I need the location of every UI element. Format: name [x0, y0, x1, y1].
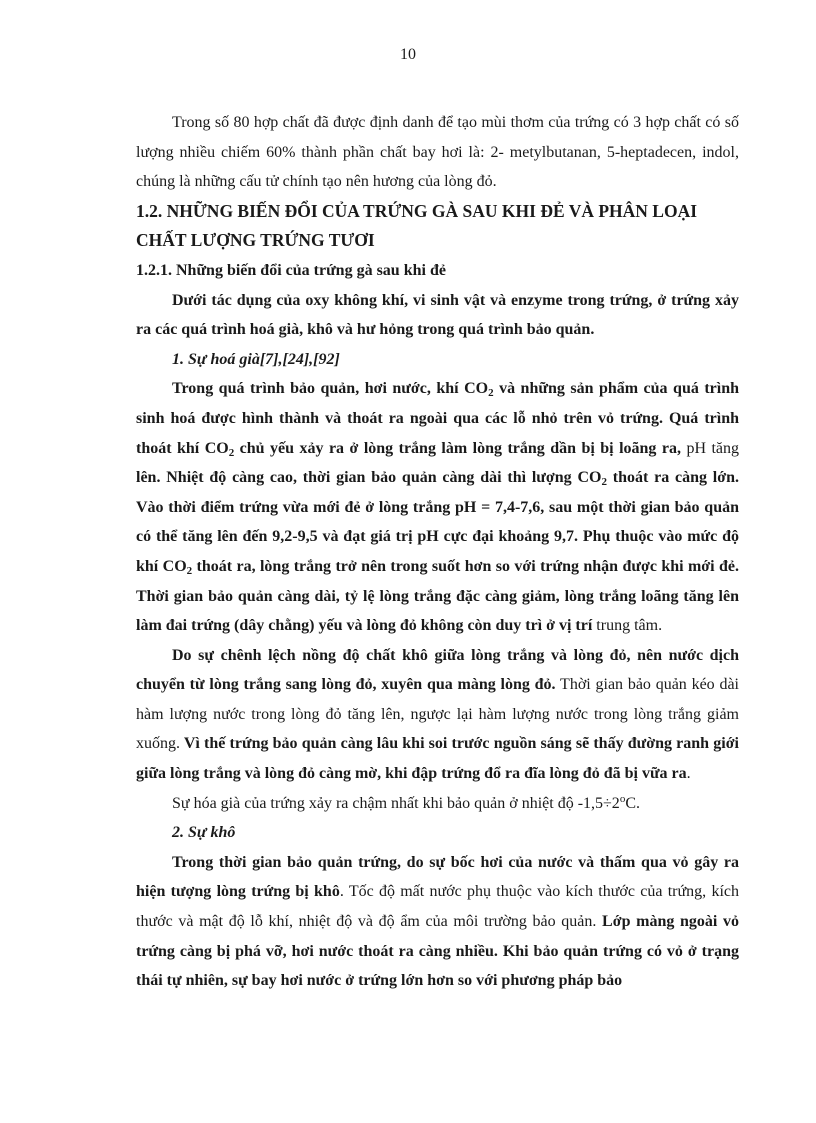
aging-text-7: thoát ra, lòng trắng trở nên trong suốt hơn so với trứng nhận được khi mới đẻ. Thời gian bảo quản càng dài, tỷ lệ lòng trắng đặc càng giảm, lòng trắng loãng tăng lên làm đai trứng (dây chằng) yếu và lòng đỏ không còn duy trì ở vị trí	[136, 557, 739, 635]
section-heading-1-2: 1.2. NHỮNG BIẾN ĐỔI CỦA TRỨNG GÀ SAU KHI ĐẺ VÀ PHÂN LOẠI CHẤT LƯỢNG TRỨNG TƯƠI	[136, 200, 698, 251]
subscript-2: 2	[228, 446, 235, 459]
subscript-2: 2	[601, 476, 607, 489]
subscript-2: 2	[186, 564, 193, 577]
drying-bold-1: Trong thời gian bảo quản trứng, do sự bốc hơi của nước và thấm qua vỏ gây ra hiện tượng lòng trứng bị khô	[136, 853, 739, 901]
section-heading-1-2-1: 1.2.1. Những biến đổi của trứng gà sau khi đẻ	[136, 261, 446, 279]
temperature-unit: C.	[625, 794, 640, 812]
water-transfer-normal: Thời gian bảo quản kéo dài hàm lượng nước trong lòng đỏ tăng lên, ngược lại hàm lượng nước trong lòng trắng giảm xuống.	[136, 676, 740, 753]
page-content	[136, 108, 739, 996]
paragraph-intro-changes: Dưới tác dụng của oxy không khí, vi sinh vật và enzyme trong trứng, ở trứng xảy ra các quá trình hoá già, khô và hư hỏng trong quá trình bảo quản.	[136, 291, 739, 339]
drying-normal: . Tốc độ mất nước phụ thuộc vào kích thước của trứng, kích thước và mật độ lỗ khí, nhiệt độ và độ ẩm của môi trường bảo quản.	[136, 883, 739, 931]
drying-bold-2: Lớp màng ngoài vỏ trứng càng bị phá vỡ, hơi nước thoát ra càng nhiều. Khi bảo quản trứng có vỏ ở trạng thái tự nhiên, sự bay hơi nước ở trứng lớn hơn so với phương pháp bảo	[136, 913, 740, 990]
subscript-2: 2	[488, 387, 494, 400]
water-transfer-bold-1: Do sự chênh lệch nồng độ chất khô giữa lòng trắng và lòng đỏ, nên nước dịch chuyển từ lòng trắng sang lòng đỏ, xuyên qua màng lòng đỏ.	[136, 646, 739, 694]
degree-superscript: o	[619, 792, 626, 805]
aging-text-6: thoát ra càng lớn. Vào thời điểm trứng vừa mới đẻ ở lòng trắng pH = 7,4-7,6, sau một thời gian bảo quản có thể tăng lên đến 9,2-9,5 và đạt giá trị pH cực đại khoảng 9,7. Phụ thuộc vào mức độ khí CO	[136, 469, 740, 575]
aging-text-3: chủ yếu xảy ra ở lòng trắng làm lòng trắng dần bị bị loãng ra,	[234, 439, 681, 457]
sub-heading-drying: 2. Sự khô	[172, 824, 236, 842]
aging-text-2: và những sản phẩm của quá trình sinh hoá được hình thành và thoát ra ngoài qua các lỗ nhỏ trên vỏ trứng. Quá trình thoát khí CO	[136, 380, 740, 457]
page-number: 10	[400, 46, 416, 63]
paragraph-aging-co2	[136, 374, 739, 640]
temperature-text: Sự hóa già của trứng xảy ra chậm nhất khi bảo quản ở nhiệt độ -1,5÷2	[172, 794, 620, 812]
aging-text-8: trung tâm.	[592, 617, 663, 635]
aging-text-4: pH tăng	[680, 439, 740, 457]
paragraph-drying	[136, 848, 739, 996]
water-transfer-bold-2: Vì thế trứng bảo quản càng lâu khi soi trước nguồn sáng sẽ thấy đường ranh giới giữa lòng trắng và lòng đỏ càng mờ, khi đập trứng đổ ra đĩa lòng đỏ đã bị vữa ra	[136, 735, 739, 783]
paragraph-aroma-compounds: Trong số 80 hợp chất đã được định danh để tạo mùi thơm của trứng có 3 hợp chất có số lượng nhiều chiếm 60% thành phần chất bay hơi là: 2- metylbutanan, 5-heptadecen, indol, chúng là những cấu tử chính tạo nên hương của lòng đỏ.	[136, 114, 739, 191]
sub-heading-aging: 1. Sự hoá già[7],[24],[92]	[172, 350, 340, 368]
aging-text-1: Trong quá trình bảo quản, hơi nước, khí CO	[172, 380, 489, 398]
water-transfer-end: .	[686, 765, 691, 783]
aging-text-5: lên. Nhiệt độ càng cao, thời gian bảo quản càng dài thì lượng CO	[136, 469, 602, 487]
paragraph-aging-temperature	[136, 789, 739, 819]
paragraph-water-transfer	[136, 641, 739, 789]
